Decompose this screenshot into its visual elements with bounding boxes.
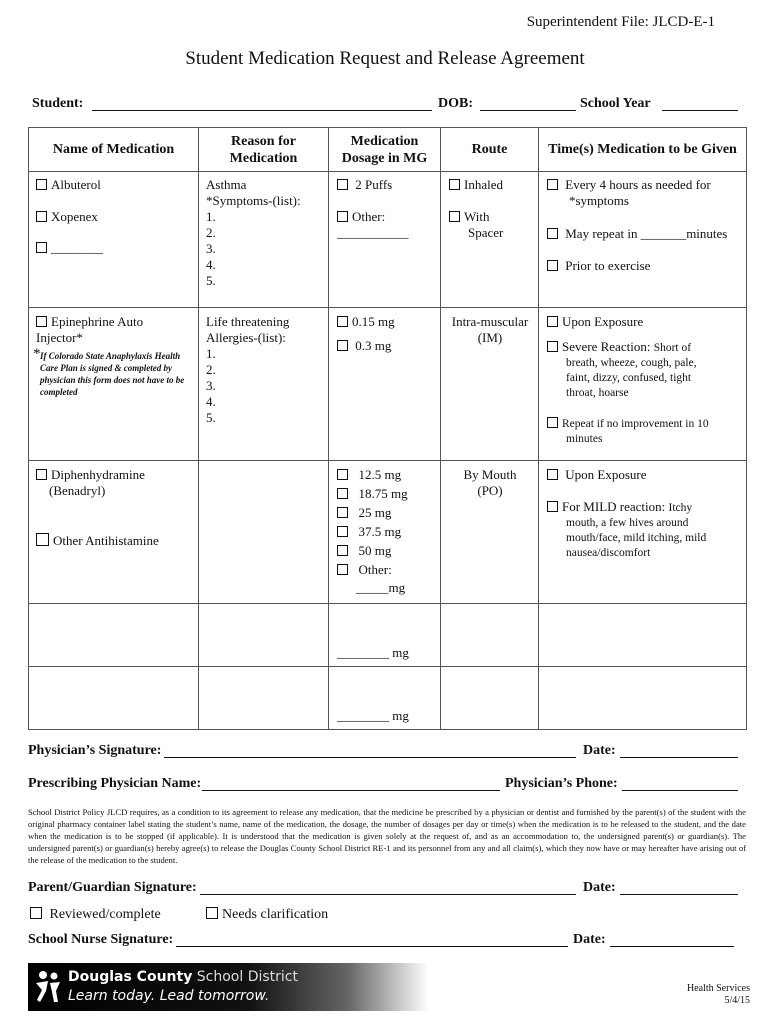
severe-reaction-checkbox[interactable] xyxy=(547,341,558,352)
symptom-line-3[interactable]: 3. xyxy=(206,241,216,256)
header-route: Route xyxy=(441,128,539,172)
upon-exposure-checkbox[interactable] xyxy=(547,316,558,327)
anaphylaxis-plan-note: If Colorado State Anaphylaxis Health Care Plan is signed & completed by physician this form does not have to be completed xyxy=(40,351,185,397)
severe-reaction-desc-2: faint, dizzy, confused, tight xyxy=(566,372,692,384)
route-po: (PO) xyxy=(477,483,503,498)
dosage-50-checkbox[interactable] xyxy=(337,545,348,556)
needs-clarification-checkbox[interactable] xyxy=(206,907,218,919)
allergy-line-4[interactable]: 4. xyxy=(206,394,216,409)
dosage-015-option[interactable]: 0.15 mg xyxy=(337,314,395,330)
other-antihistamine-checkbox[interactable] xyxy=(36,533,49,546)
time-may-repeat-checkbox[interactable] xyxy=(547,228,558,239)
note-asterisk: * xyxy=(33,346,41,362)
page-title: Student Medication Request and Release Agreement xyxy=(185,48,585,69)
prescribing-physician-name-field[interactable] xyxy=(202,776,500,791)
symptom-line-4[interactable]: 4. xyxy=(206,257,216,272)
symptom-line-1[interactable]: 1. xyxy=(206,209,216,224)
other-antihistamine-option[interactable]: Other Antihistamine xyxy=(36,533,159,549)
student-name-field[interactable] xyxy=(92,96,432,111)
physician-phone-label: Physician’s Phone: xyxy=(505,776,618,791)
repeat-if-no-improvement-checkbox[interactable] xyxy=(547,417,558,428)
parent-date-label: Date: xyxy=(583,880,616,895)
dosage-50-option[interactable]: 50 mg xyxy=(337,543,391,559)
reviewed-complete-option[interactable]: Reviewed/complete xyxy=(30,907,161,923)
prescribing-physician-name-label: Prescribing Physician Name: xyxy=(28,776,202,791)
upon-exposure-antihistamine-option[interactable]: Upon Exposure xyxy=(547,467,647,483)
physician-signature-label: Physician’s Signature: xyxy=(28,743,162,758)
route-im: (IM) xyxy=(477,330,503,345)
route-inhaled-checkbox[interactable] xyxy=(449,179,460,190)
reviewed-complete-checkbox[interactable] xyxy=(30,907,42,919)
other-medication-checkbox[interactable] xyxy=(36,242,47,253)
footer-date: 5/4/15 xyxy=(724,995,750,1006)
mild-reaction-desc-3: nausea/discomfort xyxy=(566,547,651,559)
blank-reason-cell-2[interactable] xyxy=(199,667,328,729)
blank-dosage-field-1[interactable]: ________ mg xyxy=(337,645,409,660)
reason-life-threatening: Life threatening xyxy=(206,314,290,329)
physician-date-label: Date: xyxy=(583,743,616,758)
blank-medication-cell-2[interactable] xyxy=(29,667,198,729)
superintendent-file-label: Superintendent File: JLCD-E-1 xyxy=(526,14,715,30)
student-label: Student: xyxy=(32,96,84,111)
blank-medication-cell-1[interactable] xyxy=(29,604,198,666)
albuterol-checkbox[interactable] xyxy=(36,179,47,190)
time-every-4-hours-checkbox[interactable] xyxy=(547,179,558,190)
allergy-line-3[interactable]: 3. xyxy=(206,378,216,393)
severe-reaction-desc-3: throat, hoarse xyxy=(566,387,629,399)
reason-symptoms-label: *Symptoms-(list): xyxy=(206,193,301,208)
epinephrine-checkbox[interactable] xyxy=(36,316,47,327)
repeat-if-no-improvement-option[interactable]: Repeat if no improvement in 10 xyxy=(547,416,709,432)
dosage-other-antihistamine-field[interactable]: _____mg xyxy=(356,580,406,595)
dosage-125-checkbox[interactable] xyxy=(337,469,348,480)
mild-reaction-option[interactable]: For MILD reaction: Itchy xyxy=(547,499,692,516)
albuterol-option[interactable]: Albuterol xyxy=(36,177,101,193)
route-with-spacer-option[interactable]: With xyxy=(449,209,489,225)
route-inhaled-option[interactable]: Inhaled xyxy=(449,177,503,193)
nurse-date-field[interactable] xyxy=(610,932,734,947)
symptom-line-2[interactable]: 2. xyxy=(206,225,216,240)
benadryl-label: (Benadryl) xyxy=(49,483,106,498)
dosage-other-antihistamine-option[interactable]: Other: xyxy=(337,562,392,578)
physician-signature-field[interactable] xyxy=(164,743,576,758)
header-times: Time(s) Medication to be Given xyxy=(539,128,747,172)
epinephrine-option-cont: Injector* xyxy=(36,330,83,345)
dosage-2-puffs-option[interactable]: 2 Puffs xyxy=(337,177,392,193)
dosage-other-field[interactable]: ___________ xyxy=(337,225,409,240)
time-symptoms-label: *symptoms xyxy=(569,193,629,208)
severe-reaction-desc-1: breath, wheeze, cough, pale, xyxy=(566,357,697,369)
blank-dosage-field-2[interactable]: ________ mg xyxy=(337,708,409,723)
diphenhydramine-option[interactable]: Diphenhydramine xyxy=(36,467,145,483)
blank-route-cell-1[interactable] xyxy=(441,604,538,666)
dosage-other-option[interactable]: Other: xyxy=(337,209,385,225)
needs-clarification-option[interactable]: Needs clarification xyxy=(206,907,328,923)
parent-signature-label: Parent/Guardian Signature: xyxy=(28,880,197,895)
blank-route-cell-2[interactable] xyxy=(441,667,538,729)
time-every-4-hours-option[interactable]: Every 4 hours as needed for xyxy=(547,177,711,193)
dosage-03-checkbox[interactable] xyxy=(337,340,348,351)
severe-reaction-option[interactable]: Severe Reaction: Short of xyxy=(547,339,691,356)
dosage-2-puffs-checkbox[interactable] xyxy=(337,179,348,190)
allergy-line-1[interactable]: 1. xyxy=(206,346,216,361)
school-year-field[interactable] xyxy=(662,96,738,111)
district-logo xyxy=(28,963,428,1011)
time-prior-exercise-option[interactable]: Prior to exercise xyxy=(547,258,650,274)
route-by-mouth: By Mouth xyxy=(463,467,517,482)
other-medication-option[interactable]: ________ xyxy=(36,240,103,256)
parent-date-field[interactable] xyxy=(620,880,738,895)
header-dosage: Medication Dosage in MG xyxy=(329,128,441,172)
mild-reaction-checkbox[interactable] xyxy=(547,501,558,512)
dosage-125-option[interactable]: 12.5 mg xyxy=(337,467,401,483)
allergy-line-5[interactable]: 5. xyxy=(206,410,216,425)
mild-reaction-desc-2: mouth/face, mild itching, mild xyxy=(566,532,707,544)
upon-exposure-antihistamine-checkbox[interactable] xyxy=(547,469,558,480)
dosage-375-option[interactable]: 37.5 mg xyxy=(337,524,401,540)
antihistamine-reason-cell[interactable] xyxy=(199,461,328,603)
reason-asthma: Asthma xyxy=(206,177,247,192)
dosage-other-checkbox[interactable] xyxy=(337,211,348,222)
district-logo-text: Douglas County School District Learn today. Lead tomorrow. xyxy=(68,969,298,1004)
route-spacer-label: Spacer xyxy=(468,225,504,240)
upon-exposure-option[interactable]: Upon Exposure xyxy=(547,314,643,330)
dosage-015-checkbox[interactable] xyxy=(337,316,348,327)
xopenex-checkbox[interactable] xyxy=(36,211,47,222)
district-logo-icon xyxy=(34,969,62,1005)
diphenhydramine-checkbox[interactable] xyxy=(36,469,47,480)
mild-reaction-desc-1: mouth, a few hives around xyxy=(566,517,689,529)
nurse-date-label: Date: xyxy=(573,932,606,947)
parent-signature-field[interactable] xyxy=(200,880,576,895)
allergy-line-2[interactable]: 2. xyxy=(206,362,216,377)
dob-field[interactable] xyxy=(480,96,576,111)
dosage-375-checkbox[interactable] xyxy=(337,526,348,537)
school-year-label: School Year xyxy=(580,96,651,111)
physician-phone-field[interactable] xyxy=(622,776,738,791)
blank-reason-cell-1[interactable] xyxy=(199,604,328,666)
epinephrine-option[interactable]: Epinephrine Auto xyxy=(36,314,143,330)
dosage-other-antihistamine-checkbox[interactable] xyxy=(337,564,348,575)
blank-time-cell-1[interactable] xyxy=(539,604,746,666)
physician-date-field[interactable] xyxy=(620,743,738,758)
repeat-minutes-label: minutes xyxy=(566,433,603,445)
footer-department: Health Services xyxy=(686,983,750,994)
route-intramuscular: Intra-muscular xyxy=(451,314,529,329)
header-reason: Reason for Medication xyxy=(199,128,329,172)
policy-text: School District Policy JLCD requires, as a condition to its agreement to release any medication, that the medicine be prescribed by a physician or dentist and furnished by the parent(s) of the student with the original pharmacy container label stating the student’s name, name of the medication, the dosage, the number of dosages per day or time(s) when the medication is to be released to the student, and the date when the medication is to be stopped (if applicable). It is understood that the medication is given solely at the request of, and as an accommodation to, the undersigned parent(s) or guardian(s). The undersigned parent(s) or guardian(s) hereby agree(s) to release the Douglas County School District RE-1 and its personnel from any and all claim(s), which they now have or may hereafter have arising out of the release of the medication to the student. xyxy=(28,807,746,865)
dob-label: DOB: xyxy=(438,96,473,111)
dosage-25-checkbox[interactable] xyxy=(337,507,348,518)
blank-time-cell-2[interactable] xyxy=(539,667,746,729)
symptom-line-5[interactable]: 5. xyxy=(206,273,216,288)
dosage-1875-checkbox[interactable] xyxy=(337,488,348,499)
dosage-1875-option[interactable]: 18.75 mg xyxy=(337,486,408,502)
xopenex-option[interactable]: Xopenex xyxy=(36,209,98,225)
time-prior-exercise-checkbox[interactable] xyxy=(547,260,558,271)
header-name-of-medication: Name of Medication xyxy=(29,128,199,172)
nurse-signature-label: School Nurse Signature: xyxy=(28,932,174,947)
time-may-repeat-option[interactable]: May repeat in _______minutes xyxy=(547,226,727,242)
medication-table xyxy=(28,127,747,730)
reason-allergies-label: Allergies-(list): xyxy=(206,330,286,345)
route-spacer-checkbox[interactable] xyxy=(449,211,460,222)
dosage-03-option[interactable]: 0.3 mg xyxy=(337,338,391,354)
dosage-25-option[interactable]: 25 mg xyxy=(337,505,391,521)
nurse-signature-field[interactable] xyxy=(176,932,568,947)
